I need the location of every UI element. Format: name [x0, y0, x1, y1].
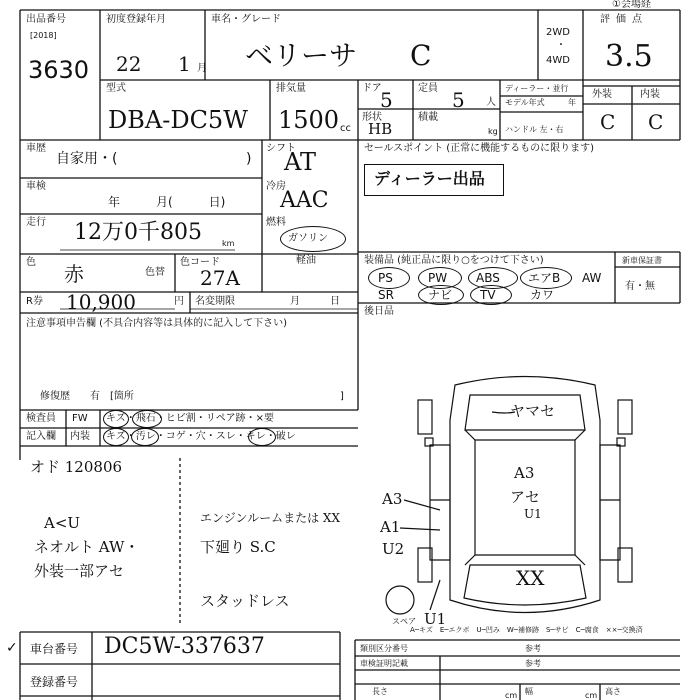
first-registration-label: 初度登録年月: [106, 14, 166, 25]
capacity-label: 定員: [418, 83, 438, 94]
score-label: 評価点: [600, 14, 648, 25]
type-value: 自家用・(: [56, 151, 118, 167]
first-registration-year: 22: [116, 52, 142, 76]
inspector-label: 検査員: [26, 413, 56, 424]
diagram-center-mark-3: U1: [524, 507, 542, 521]
diagram-rear-mark: XX: [516, 566, 545, 590]
score-value: 3.5: [605, 39, 653, 74]
fuel-label: 燃料: [266, 217, 286, 228]
chassis-label: 車台番号: [30, 642, 79, 656]
year-unit: 年: [568, 98, 576, 107]
repair-close: ]: [340, 391, 344, 402]
yen-unit: 円: [174, 296, 184, 307]
name-change-label: 名変期限: [195, 296, 235, 307]
model-year-label: モデル年式: [505, 98, 545, 107]
lot-number: 3630: [28, 56, 90, 84]
car-name: ベリーサ: [245, 39, 358, 72]
shift-label: シフト: [266, 143, 296, 154]
interior-grade: C: [648, 110, 664, 134]
doors-label: ドア: [362, 83, 382, 94]
equip-aw: AW: [582, 271, 602, 285]
fw-items: キズ・飛石・ヒビ割・リペア跡・×要: [106, 413, 274, 424]
diagram-bottom-mark: U1: [424, 610, 447, 628]
footer-check-mark: ✓: [6, 640, 18, 656]
recycle-label: R券: [26, 296, 43, 307]
equip-airbag: エアB: [528, 271, 561, 285]
color-code-value: 27A: [200, 266, 240, 290]
year-tag: [2018]: [30, 31, 57, 40]
color-value: 赤: [64, 262, 84, 286]
color-code-label: 色コード: [180, 257, 220, 268]
diagram-legend: A─キズ E─エクボ U─凹み W─補修跡 S─サビ C─腐食 ××─交換済: [410, 626, 643, 634]
shift-value: AT: [284, 148, 317, 176]
cc-unit: cc: [340, 123, 351, 134]
notes-label: 注意事項申告欄 (不具合内容等は具体的に記入して下さい): [26, 318, 287, 329]
diagram-left-mark-1: A3: [382, 490, 403, 508]
note-line-3: 外装一部アセ: [34, 562, 124, 580]
inspection-value: 年 月( 日): [108, 195, 226, 209]
class-reference: 参考: [525, 644, 541, 653]
warranty-value: 有・無: [625, 281, 655, 292]
type-label: 車歴: [26, 143, 46, 154]
color-change-label: 色替: [145, 267, 165, 278]
ac-label: 冷房: [266, 181, 286, 192]
length-label: 長さ: [372, 687, 388, 696]
type-close: ): [246, 151, 252, 167]
month-suffix: 月: [197, 63, 207, 74]
km-unit: km: [222, 239, 235, 248]
dealer-label: ディーラー・並行: [505, 84, 569, 93]
body-shape: HB: [368, 120, 393, 138]
odo-note: オド 120806: [30, 458, 123, 476]
center-note-2: 下廻り S.C: [200, 538, 276, 556]
name-change-value: 月 日: [290, 296, 340, 307]
cert-label: 車検証明記載: [360, 659, 408, 668]
diagram-spare-label: スペア: [392, 617, 416, 626]
top-right-venue: ①会場経: [612, 0, 651, 10]
equipment-label: 装備品 (純正品に限り○をつけて下さい): [364, 255, 544, 266]
center-note-3: スタッドレス: [200, 592, 290, 610]
displacement-label: 排気量: [276, 83, 306, 94]
height-label: 高さ: [605, 687, 621, 696]
equip-ps: PS: [378, 271, 393, 285]
kg-unit: kg: [488, 127, 498, 136]
diagram-center-mark-1: A3: [514, 464, 535, 482]
load-label: 積載: [418, 112, 438, 123]
car-grade: C: [410, 39, 432, 72]
ac-value: AAC: [280, 188, 329, 213]
fw-label: FW: [72, 413, 88, 424]
diagram-left-mark-3: U2: [382, 540, 405, 558]
color-label: 色: [26, 257, 36, 268]
recycle-amount: 10,900: [66, 290, 136, 314]
diagram-top-mark: ヤマセ: [510, 402, 556, 420]
fuel-diesel: 軽油: [296, 255, 316, 266]
exterior-grade: C: [600, 110, 616, 134]
width-label: 幅: [525, 687, 533, 696]
note-line-2: ネオルト AW・: [34, 538, 140, 556]
sales-points-label: セールスポイント (正常に機能するものに限ります): [364, 143, 595, 154]
handle-label: ハンドル 左・右: [505, 125, 564, 134]
cert-reference: 参考: [525, 659, 541, 668]
equip-abs: ABS: [476, 271, 500, 285]
name-grade-label: 車名・グレード: [211, 14, 281, 25]
mileage-label: 走行: [26, 217, 46, 228]
inspection-label: 車検: [26, 181, 46, 192]
width-unit: cm: [585, 691, 598, 700]
diagram-left-mark-2: A1: [380, 518, 401, 536]
equip-leather: カワ: [530, 288, 555, 302]
interior-label: 内装: [640, 89, 660, 100]
diagram-center-mark-2: アセ: [510, 488, 540, 506]
fuel-gasoline: ガソリン: [288, 233, 328, 244]
class-label: 類別区分番号: [360, 644, 408, 653]
mileage-value: 12万0千805: [74, 220, 202, 245]
doors-value: 5: [380, 88, 393, 112]
equip-tv: TV: [480, 288, 496, 302]
equip-navi: ナビ: [428, 288, 453, 302]
repair-label: 修復歴 有 [箇所: [40, 391, 134, 402]
interior-check-label: 内装: [70, 431, 90, 442]
displacement-value: 1500: [278, 106, 340, 134]
exterior-label: 外装: [592, 89, 612, 100]
first-registration-month: 1: [178, 52, 191, 76]
persons-unit: 人: [486, 97, 496, 108]
chassis-number: DC5W-337637: [104, 634, 265, 659]
equip-sr: SR: [378, 288, 394, 302]
warranty-label: 新車保証書: [622, 256, 662, 265]
drive-4wd: 4WD: [546, 55, 570, 66]
center-note-1: エンジンルームまたは XX: [200, 511, 341, 525]
interior-items: キズ・汚レ・コゲ・穴・スレ・キレ・破レ: [106, 431, 296, 442]
recorder-label: 記入欄: [26, 431, 56, 442]
dealer-stamp: ディーラー出品: [374, 169, 485, 188]
shape-label: 形状: [362, 112, 382, 123]
model-code: DBA-DC5W: [108, 106, 248, 134]
capacity-value: 5: [452, 88, 465, 112]
model-label: 型式: [106, 83, 126, 94]
equip-pw: PW: [428, 271, 448, 285]
lot-number-label: 出品番号: [26, 14, 66, 25]
drive-2wd: 2WD: [546, 27, 570, 38]
after-items-label: 後日品: [364, 306, 394, 317]
registration-label: 登録番号: [30, 675, 79, 689]
note-line-1: A<U: [44, 514, 81, 532]
length-unit: cm: [505, 691, 518, 700]
drive-separator: ・: [556, 40, 566, 51]
